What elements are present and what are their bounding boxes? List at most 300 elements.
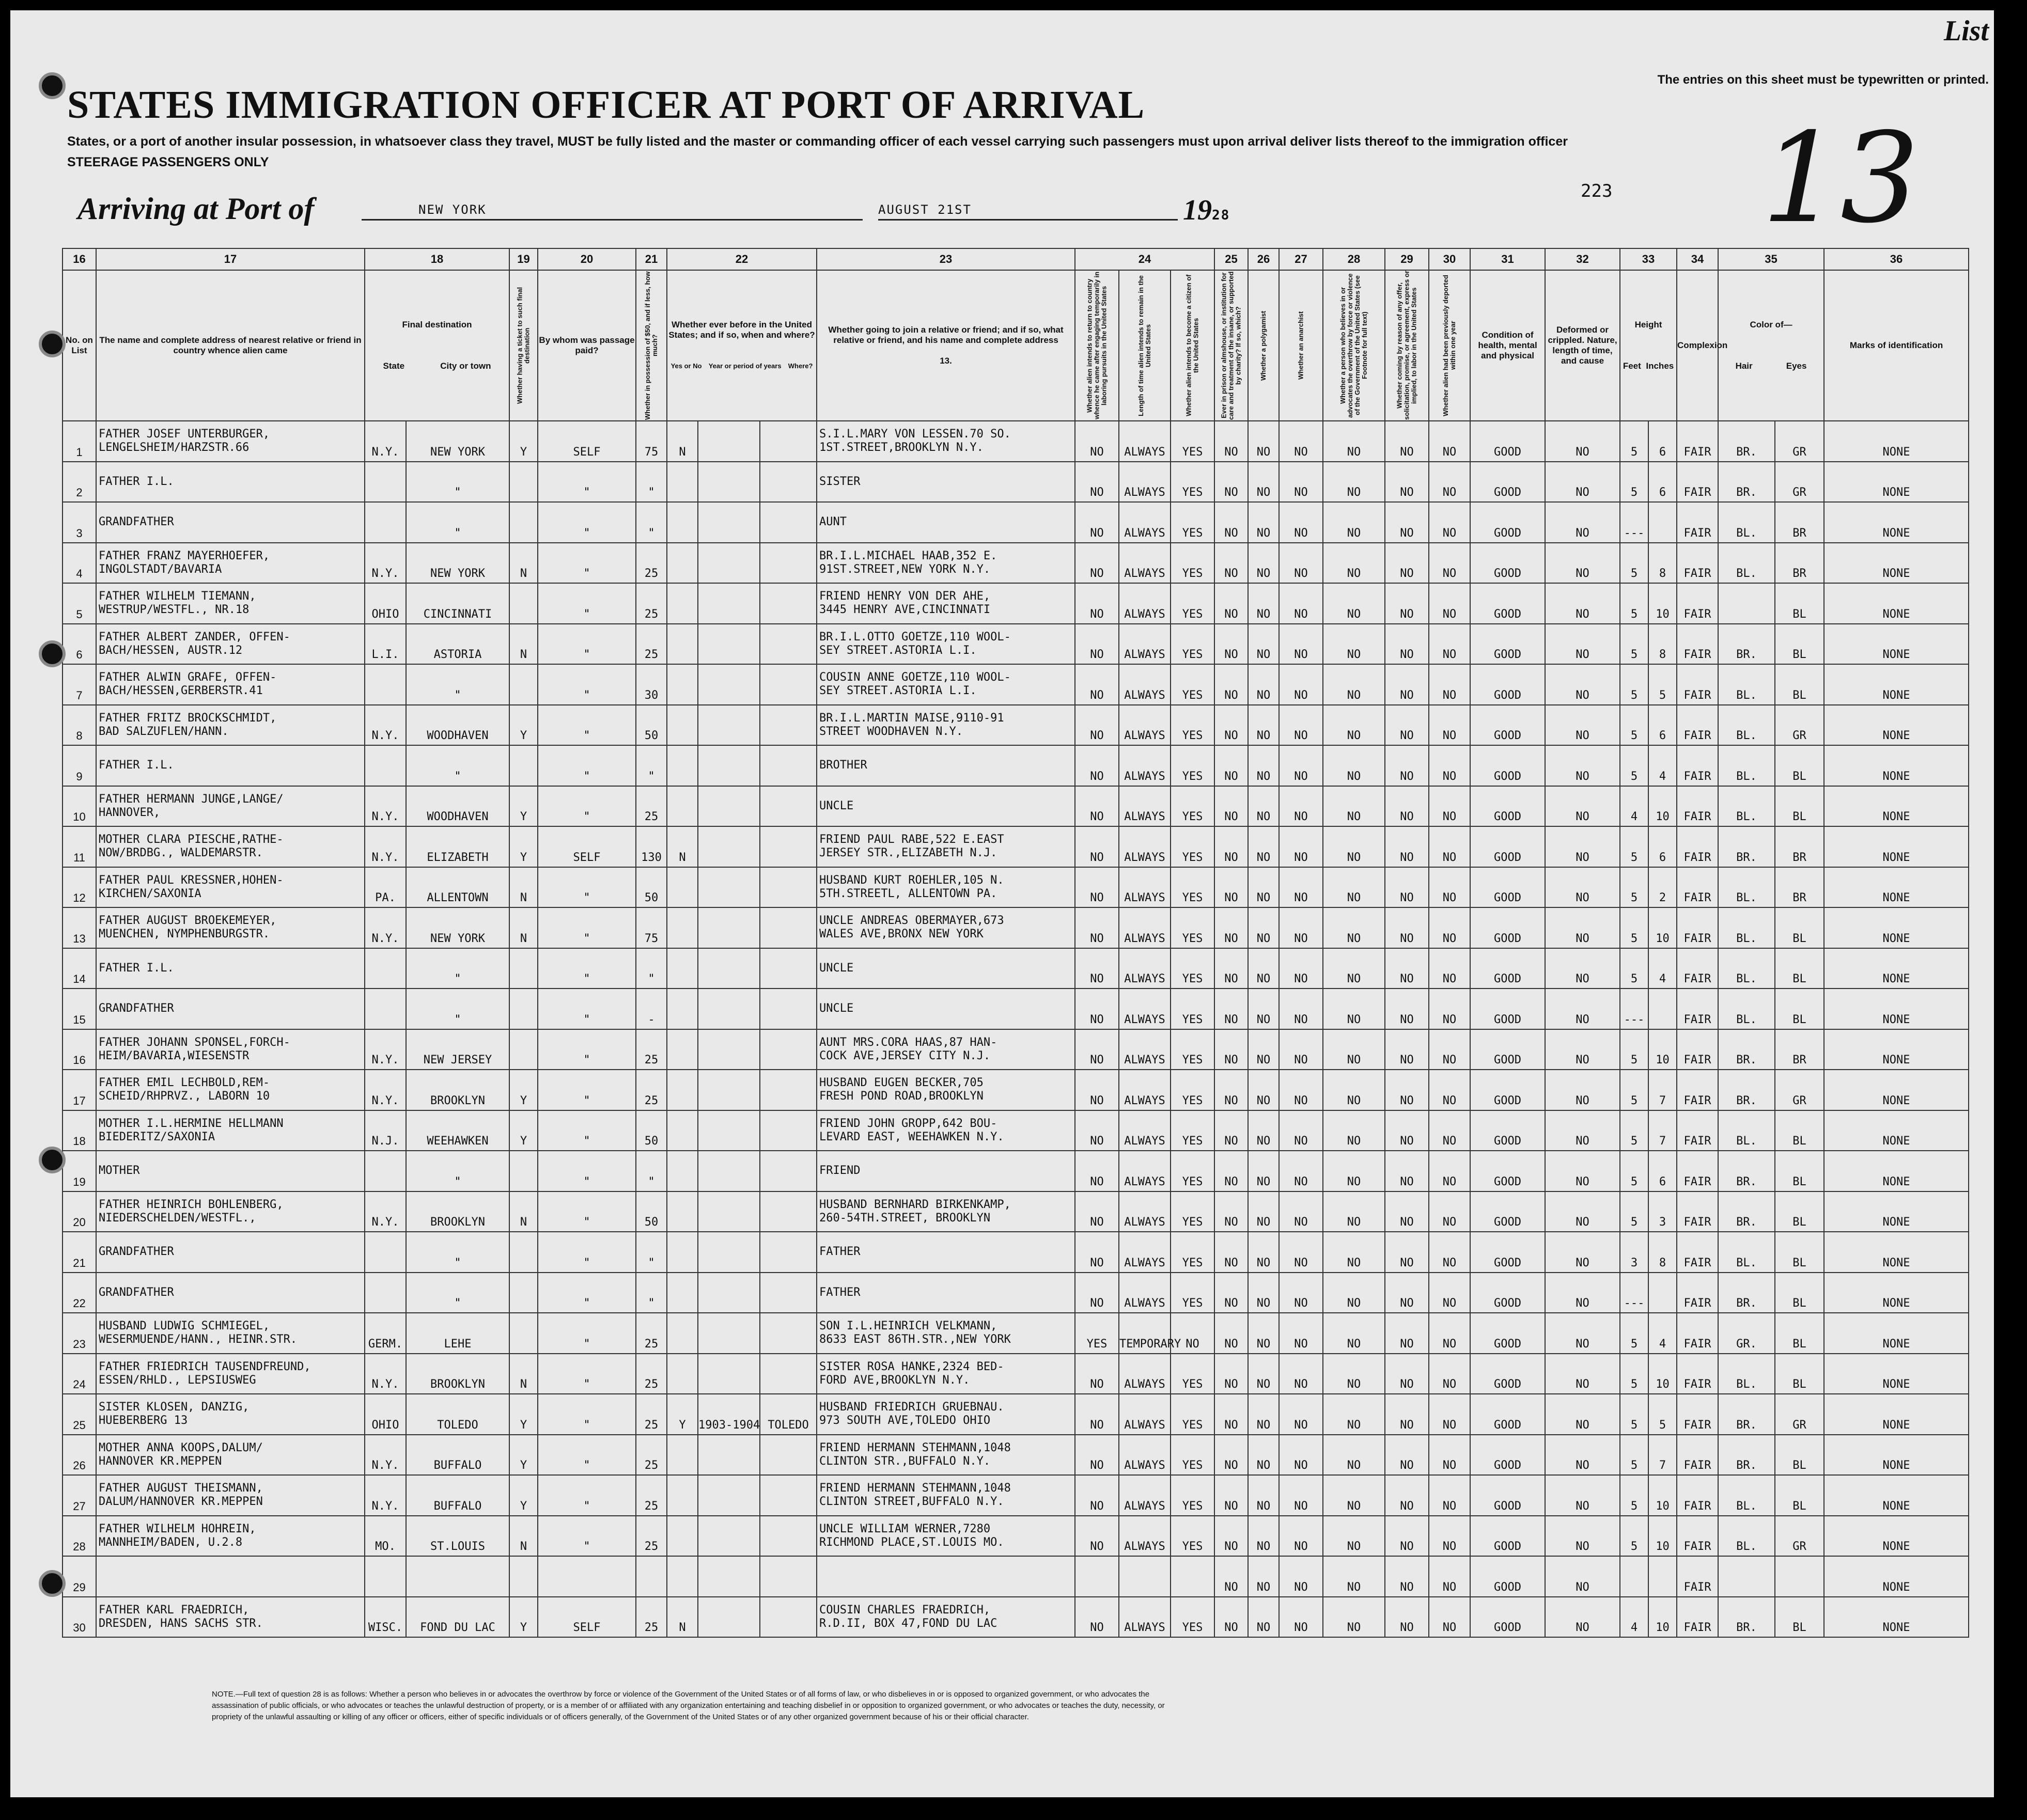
relative-line: FATHER HEINRICH BOHLENBERG, xyxy=(99,1198,284,1211)
hair-cell: BR. xyxy=(1718,1151,1775,1191)
money-cell: 75 xyxy=(636,907,667,948)
relative-cell xyxy=(96,421,365,462)
table-row xyxy=(63,948,1969,989)
joining-line: COUSIN ANNE GOETZE,110 WOOL- xyxy=(819,671,1011,684)
c29-cell: NO xyxy=(1385,502,1429,543)
comp-cell: FAIR xyxy=(1677,705,1718,746)
period-cell xyxy=(698,745,760,786)
joining-line: 91ST.STREET,NEW YORK N.Y. xyxy=(819,562,991,576)
money-cell: 25 xyxy=(636,1029,667,1070)
paid-cell: " xyxy=(538,1394,636,1435)
where-cell xyxy=(760,867,817,908)
city-cell: " xyxy=(406,462,509,503)
c27-cell: NO xyxy=(1279,543,1323,584)
c30-cell: NO xyxy=(1429,907,1470,948)
c25-cell: NO xyxy=(1214,1070,1248,1110)
joining-line: HUSBAND BERNHARD BIRKENKAMP, xyxy=(819,1198,1011,1211)
where-cell xyxy=(760,1029,817,1070)
marks-cell: NONE xyxy=(1824,1516,1969,1557)
money-cell: " xyxy=(636,462,667,503)
ticket-cell: Y xyxy=(509,1597,538,1638)
c28-cell: NO xyxy=(1323,1354,1385,1394)
c29-cell: NO xyxy=(1385,1354,1429,1394)
ret-cell: NO xyxy=(1075,705,1119,746)
c29-cell: NO xyxy=(1385,1516,1429,1557)
eyes-cell: BL xyxy=(1775,1597,1824,1638)
deform-cell: NO xyxy=(1545,948,1620,989)
state-cell xyxy=(365,1273,406,1313)
state-cell: N.Y. xyxy=(365,786,406,827)
c26-cell: NO xyxy=(1248,1313,1279,1354)
ticket-cell xyxy=(509,1313,538,1354)
deform-cell: NO xyxy=(1545,1029,1620,1070)
c29-cell: NO xyxy=(1385,948,1429,989)
c27-cell: NO xyxy=(1279,1191,1323,1232)
comp-cell: FAIR xyxy=(1677,1556,1718,1597)
c28-cell: NO xyxy=(1323,502,1385,543)
inch-cell xyxy=(1648,1556,1677,1597)
eyes-cell: BL xyxy=(1775,786,1824,827)
marks-cell: NONE xyxy=(1824,826,1969,867)
health-cell: GOOD xyxy=(1470,1029,1545,1070)
feet-cell: --- xyxy=(1620,502,1648,543)
c30-cell: NO xyxy=(1429,1516,1470,1557)
joining-cell xyxy=(817,745,1075,786)
city-cell: " xyxy=(406,948,509,989)
state-cell: N.Y. xyxy=(365,1070,406,1110)
joining-line: FRIEND xyxy=(819,1164,861,1178)
eyes-cell: BR xyxy=(1775,502,1824,543)
hdr-return: Whether alien intends to return to country whence he came after engaging temporarily in laboring pursuits in the United States xyxy=(1075,270,1119,421)
table-row xyxy=(63,462,1969,503)
city-cell: WEEHAWKEN xyxy=(406,1110,509,1151)
hdr-overthrow: Whether a person who believes in or advocates the overthrow by force or violence of the Government of the United States (see Footnote for full text) xyxy=(1323,270,1385,421)
c25-cell: NO xyxy=(1214,462,1248,503)
relative-line: MOTHER CLARA PIESCHE,RATHE- xyxy=(99,833,284,846)
year-suffix: 28 xyxy=(1212,208,1230,223)
deform-cell: NO xyxy=(1545,1110,1620,1151)
table-row xyxy=(63,745,1969,786)
len-cell: ALWAYS xyxy=(1119,462,1171,503)
ret-cell: NO xyxy=(1075,1475,1119,1516)
joining-line: UNCLE WILLIAM WERNER,7280 xyxy=(819,1522,991,1535)
len-cell: ALWAYS xyxy=(1119,1191,1171,1232)
marks-cell: NONE xyxy=(1824,867,1969,908)
relative-cell xyxy=(96,1273,365,1313)
hdr-no: No. on List xyxy=(63,270,96,421)
ret-cell: NO xyxy=(1075,1597,1119,1638)
joining-line: AUNT xyxy=(819,515,847,529)
paid-cell: SELF xyxy=(538,1597,636,1638)
where-cell xyxy=(760,1273,817,1313)
period-cell xyxy=(698,948,760,989)
table-row xyxy=(63,1110,1969,1151)
relative-cell xyxy=(96,1232,365,1273)
eyes-cell: GR xyxy=(1775,421,1824,462)
inch-cell: 8 xyxy=(1648,1232,1677,1273)
relative-cell xyxy=(96,867,365,908)
money-cell: 50 xyxy=(636,867,667,908)
state-cell: L.I. xyxy=(365,624,406,665)
ret-cell: NO xyxy=(1075,826,1119,867)
relative-line: FATHER AUGUST THEISMANN, xyxy=(99,1482,263,1495)
hair-cell: BR. xyxy=(1718,624,1775,665)
row-number: 26 xyxy=(63,1435,96,1476)
period-cell xyxy=(698,583,760,624)
c25-cell: NO xyxy=(1214,502,1248,543)
health-cell: GOOD xyxy=(1470,583,1545,624)
feet-cell: --- xyxy=(1620,989,1648,1029)
marks-cell: NONE xyxy=(1824,907,1969,948)
relative-cell xyxy=(96,705,365,746)
hair-cell xyxy=(1718,583,1775,624)
joining-cell xyxy=(817,1597,1075,1638)
ret-cell: NO xyxy=(1075,1232,1119,1273)
paid-cell: " xyxy=(538,1110,636,1151)
comp-cell: FAIR xyxy=(1677,1354,1718,1394)
city-cell: LEHE xyxy=(406,1313,509,1354)
row-number: 10 xyxy=(63,786,96,827)
health-cell: GOOD xyxy=(1470,1516,1545,1557)
hair-cell: BL. xyxy=(1718,1354,1775,1394)
state-cell: N.Y. xyxy=(365,421,406,462)
row-number: 1 xyxy=(63,421,96,462)
period-cell xyxy=(698,1313,760,1354)
c27-cell: NO xyxy=(1279,1475,1323,1516)
paid-cell: SELF xyxy=(538,826,636,867)
len-cell: ALWAYS xyxy=(1119,948,1171,989)
comp-cell: FAIR xyxy=(1677,745,1718,786)
hdr-city: City or town xyxy=(440,361,491,371)
where-cell xyxy=(760,543,817,584)
hdr-labor: Whether coming by reason of any offer, solicitation, promise, or agreement, express or implied, to labor in the United States xyxy=(1385,270,1429,421)
row-number: 7 xyxy=(63,664,96,705)
deform-cell: NO xyxy=(1545,705,1620,746)
relative-line: MOTHER ANNA KOOPS,DALUM/ xyxy=(99,1441,263,1454)
where-cell xyxy=(760,502,817,543)
deform-cell: NO xyxy=(1545,664,1620,705)
c27-cell: NO xyxy=(1279,907,1323,948)
before-cell xyxy=(667,867,698,908)
money-cell: " xyxy=(636,745,667,786)
paid-cell: " xyxy=(538,1191,636,1232)
row-number: 22 xyxy=(63,1273,96,1313)
where-cell xyxy=(760,1151,817,1191)
hdr-relative: The name and complete address of nearest relative or friend in country whence alien came xyxy=(96,270,365,421)
health-cell: GOOD xyxy=(1470,1273,1545,1313)
marks-cell: NONE xyxy=(1824,664,1969,705)
c26-cell: NO xyxy=(1248,583,1279,624)
c26-cell: NO xyxy=(1248,1597,1279,1638)
feet-cell: --- xyxy=(1620,1273,1648,1313)
joining-cell xyxy=(817,786,1075,827)
hair-cell: BL. xyxy=(1718,867,1775,908)
health-cell: GOOD xyxy=(1470,421,1545,462)
c25-cell: NO xyxy=(1214,1394,1248,1435)
marks-cell: NONE xyxy=(1824,1313,1969,1354)
city-cell: " xyxy=(406,664,509,705)
feet-cell: 5 xyxy=(1620,826,1648,867)
c27-cell: NO xyxy=(1279,1273,1323,1313)
c30-cell: NO xyxy=(1429,1191,1470,1232)
c26-cell: NO xyxy=(1248,624,1279,665)
period-cell xyxy=(698,462,760,503)
money-cell: 30 xyxy=(636,664,667,705)
c26-cell: NO xyxy=(1248,1516,1279,1557)
marks-cell: NONE xyxy=(1824,1354,1969,1394)
c30-cell: NO xyxy=(1429,1151,1470,1191)
state-cell: N.J. xyxy=(365,1110,406,1151)
c25-cell: NO xyxy=(1214,1435,1248,1476)
entries-note: The entries on this sheet must be typewritten or printed. xyxy=(1657,73,1989,87)
city-cell: FOND DU LAC xyxy=(406,1597,509,1638)
relative-line: SCHEID/RHPRVZ., LABORN 10 xyxy=(99,1090,270,1103)
joining-line: FRIEND JOHN GROPP,642 BOU- xyxy=(819,1117,997,1130)
c28-cell: NO xyxy=(1323,786,1385,827)
table-row xyxy=(63,1232,1969,1273)
deform-cell: NO xyxy=(1545,1070,1620,1110)
where-cell xyxy=(760,1110,817,1151)
row-number: 20 xyxy=(63,1191,96,1232)
row-number: 4 xyxy=(63,543,96,584)
deform-cell: NO xyxy=(1545,1516,1620,1557)
money-cell xyxy=(636,1556,667,1597)
paid-cell: " xyxy=(538,583,636,624)
before-cell xyxy=(667,1232,698,1273)
money-cell: " xyxy=(636,502,667,543)
ret-cell: NO xyxy=(1075,907,1119,948)
punch-hole xyxy=(39,1570,66,1597)
relative-line: MOTHER xyxy=(99,1164,140,1178)
period-cell xyxy=(698,826,760,867)
state-cell: PA. xyxy=(365,867,406,908)
comp-cell: FAIR xyxy=(1677,867,1718,908)
inch-cell: 6 xyxy=(1648,421,1677,462)
table-row xyxy=(63,1313,1969,1354)
c29-cell: NO xyxy=(1385,1597,1429,1638)
marks-cell: NONE xyxy=(1824,462,1969,503)
eyes-cell: BL xyxy=(1775,1110,1824,1151)
joining-cell xyxy=(817,1435,1075,1476)
joining-line: S.I.L.MARY VON LESSEN.70 SO. xyxy=(819,428,1011,441)
cit-cell: YES xyxy=(1171,786,1214,827)
cit-cell: YES xyxy=(1171,948,1214,989)
cit-cell: YES xyxy=(1171,1516,1214,1557)
comp-cell: FAIR xyxy=(1677,624,1718,665)
eyes-cell: GR xyxy=(1775,705,1824,746)
feet-cell: 4 xyxy=(1620,1597,1648,1638)
before-cell: Y xyxy=(667,1394,698,1435)
joining-cell xyxy=(817,462,1075,503)
state-cell: N.Y. xyxy=(365,1475,406,1516)
joining-cell xyxy=(817,705,1075,746)
before-cell: N xyxy=(667,826,698,867)
cit-cell: YES xyxy=(1171,1029,1214,1070)
eyes-cell: BL xyxy=(1775,1191,1824,1232)
c29-cell: NO xyxy=(1385,664,1429,705)
c27-cell: NO xyxy=(1279,867,1323,908)
col-num: 25 xyxy=(1214,248,1248,270)
before-cell xyxy=(667,1354,698,1394)
row-number: 14 xyxy=(63,948,96,989)
c27-cell: NO xyxy=(1279,624,1323,665)
col-num: 29 xyxy=(1385,248,1429,270)
period-cell xyxy=(698,664,760,705)
table-row xyxy=(63,421,1969,462)
c27-cell: NO xyxy=(1279,786,1323,827)
hdr-hair: Hair xyxy=(1735,361,1753,371)
c30-cell: NO xyxy=(1429,948,1470,989)
ticket-cell xyxy=(509,1273,538,1313)
inch-cell: 5 xyxy=(1648,664,1677,705)
relative-line: NOW/BRDBG., WALDEMARSTR. xyxy=(99,846,263,860)
passenger-table xyxy=(62,248,1969,1638)
len-cell: ALWAYS xyxy=(1119,907,1171,948)
relative-cell xyxy=(96,624,365,665)
row-number: 17 xyxy=(63,1070,96,1110)
c28-cell: NO xyxy=(1323,745,1385,786)
hdr-joining xyxy=(817,270,1075,421)
relative-cell xyxy=(96,1151,365,1191)
where-cell xyxy=(760,1597,817,1638)
health-cell: GOOD xyxy=(1470,1191,1545,1232)
ticket-cell xyxy=(509,989,538,1029)
joining-line: 8633 EAST 86TH.STR.,NEW YORK xyxy=(819,1333,1011,1346)
c26-cell: NO xyxy=(1248,664,1279,705)
relative-line: BACH/HESSEN,GERBERSTR.41 xyxy=(99,684,263,698)
before-cell xyxy=(667,664,698,705)
col-num: 31 xyxy=(1470,248,1545,270)
joining-line: UNCLE xyxy=(819,799,854,812)
joining-cell xyxy=(817,1151,1075,1191)
period-cell xyxy=(698,1354,760,1394)
state-cell xyxy=(365,502,406,543)
table-row xyxy=(63,705,1969,746)
ret-cell: NO xyxy=(1075,624,1119,665)
relative-cell xyxy=(96,1313,365,1354)
comp-cell: FAIR xyxy=(1677,1597,1718,1638)
relative-line: GRANDFATHER xyxy=(99,515,174,529)
c29-cell: NO xyxy=(1385,1029,1429,1070)
before-cell xyxy=(667,786,698,827)
ret-cell: NO xyxy=(1075,1354,1119,1394)
marks-cell: NONE xyxy=(1824,624,1969,665)
c30-cell: NO xyxy=(1429,1070,1470,1110)
feet-cell: 5 xyxy=(1620,867,1648,908)
c28-cell: NO xyxy=(1323,624,1385,665)
relative-cell xyxy=(96,1394,365,1435)
len-cell: ALWAYS xyxy=(1119,1029,1171,1070)
joining-line: COUSIN CHARLES FRAEDRICH, xyxy=(819,1603,991,1617)
before-cell xyxy=(667,1435,698,1476)
joining-line: FRIEND HERMANN STEHMANN,1048 xyxy=(819,1441,1011,1454)
joining-line: STREET WOODHAVEN N.Y. xyxy=(819,725,963,738)
money-cell: 25 xyxy=(636,1070,667,1110)
state-cell xyxy=(365,1232,406,1273)
paid-cell: " xyxy=(538,1354,636,1394)
joining-line: FATHER xyxy=(819,1245,861,1259)
relative-line: FATHER FRITZ BROCKSCHMIDT, xyxy=(99,711,277,725)
joining-cell xyxy=(817,664,1075,705)
cit-cell: YES xyxy=(1171,1070,1214,1110)
hdr-state: State xyxy=(383,361,405,371)
table-row xyxy=(63,1191,1969,1232)
joining-cell xyxy=(817,907,1075,948)
money-cell: 50 xyxy=(636,1191,667,1232)
comp-cell: FAIR xyxy=(1677,1070,1718,1110)
state-cell xyxy=(365,745,406,786)
cit-cell: YES xyxy=(1171,1232,1214,1273)
relative-line: FATHER ALWIN GRAFE, OFFEN- xyxy=(99,671,277,684)
hdr-money: Whether in possession of $50, and if less, how much? xyxy=(636,270,667,421)
len-cell: ALWAYS xyxy=(1119,502,1171,543)
where-cell xyxy=(760,1191,817,1232)
c27-cell: NO xyxy=(1279,421,1323,462)
relative-cell xyxy=(96,664,365,705)
state-cell: OHIO xyxy=(365,583,406,624)
relative-line: WESERMUENDE/HANN., HEINR.STR. xyxy=(99,1333,298,1346)
len-cell: ALWAYS xyxy=(1119,1151,1171,1191)
where-cell xyxy=(760,664,817,705)
year-label xyxy=(1183,194,1230,227)
relative-line: BAD SALZUFLEN/HANN. xyxy=(99,725,229,738)
where-cell xyxy=(760,907,817,948)
c25-cell: NO xyxy=(1214,948,1248,989)
money-cell: 25 xyxy=(636,1394,667,1435)
eyes-cell: BL xyxy=(1775,1475,1824,1516)
paid-cell: " xyxy=(538,1516,636,1557)
hair-cell: BL. xyxy=(1718,1232,1775,1273)
inch-cell: 10 xyxy=(1648,583,1677,624)
joining-cell xyxy=(817,1516,1075,1557)
marks-cell: NONE xyxy=(1824,1151,1969,1191)
c29-cell: NO xyxy=(1385,1191,1429,1232)
ticket-cell: Y xyxy=(509,1475,538,1516)
relative-line: FATHER WILHELM TIEMANN, xyxy=(99,590,256,603)
comp-cell: FAIR xyxy=(1677,989,1718,1029)
paid-cell: " xyxy=(538,705,636,746)
c25-cell: NO xyxy=(1214,786,1248,827)
c25-cell: NO xyxy=(1214,1029,1248,1070)
eyes-cell: BL xyxy=(1775,624,1824,665)
c29-cell: NO xyxy=(1385,826,1429,867)
inch-cell: 10 xyxy=(1648,1516,1677,1557)
c30-cell: NO xyxy=(1429,543,1470,584)
hair-cell: BL. xyxy=(1718,543,1775,584)
paid-cell: " xyxy=(538,624,636,665)
c28-cell: NO xyxy=(1323,1516,1385,1557)
joining-line: AUNT MRS.CORA HAAS,87 HAN- xyxy=(819,1035,997,1049)
c30-cell: NO xyxy=(1429,745,1470,786)
paid-cell: " xyxy=(538,1313,636,1354)
hair-cell: BR. xyxy=(1718,1273,1775,1313)
col-num: 26 xyxy=(1248,248,1279,270)
relative-cell xyxy=(96,1070,365,1110)
relative-line: DRESDEN, HANS SACHS STR. xyxy=(99,1617,263,1630)
col-num: 34 xyxy=(1677,248,1718,270)
inch-cell: 10 xyxy=(1648,786,1677,827)
table-row xyxy=(63,786,1969,827)
c28-cell: NO xyxy=(1323,1273,1385,1313)
table-row xyxy=(63,1597,1969,1638)
comp-cell: FAIR xyxy=(1677,583,1718,624)
where-cell xyxy=(760,705,817,746)
cit-cell: YES xyxy=(1171,1110,1214,1151)
col-num: 18 xyxy=(365,248,509,270)
row-number: 12 xyxy=(63,867,96,908)
c28-cell: NO xyxy=(1323,1232,1385,1273)
row-number: 13 xyxy=(63,907,96,948)
